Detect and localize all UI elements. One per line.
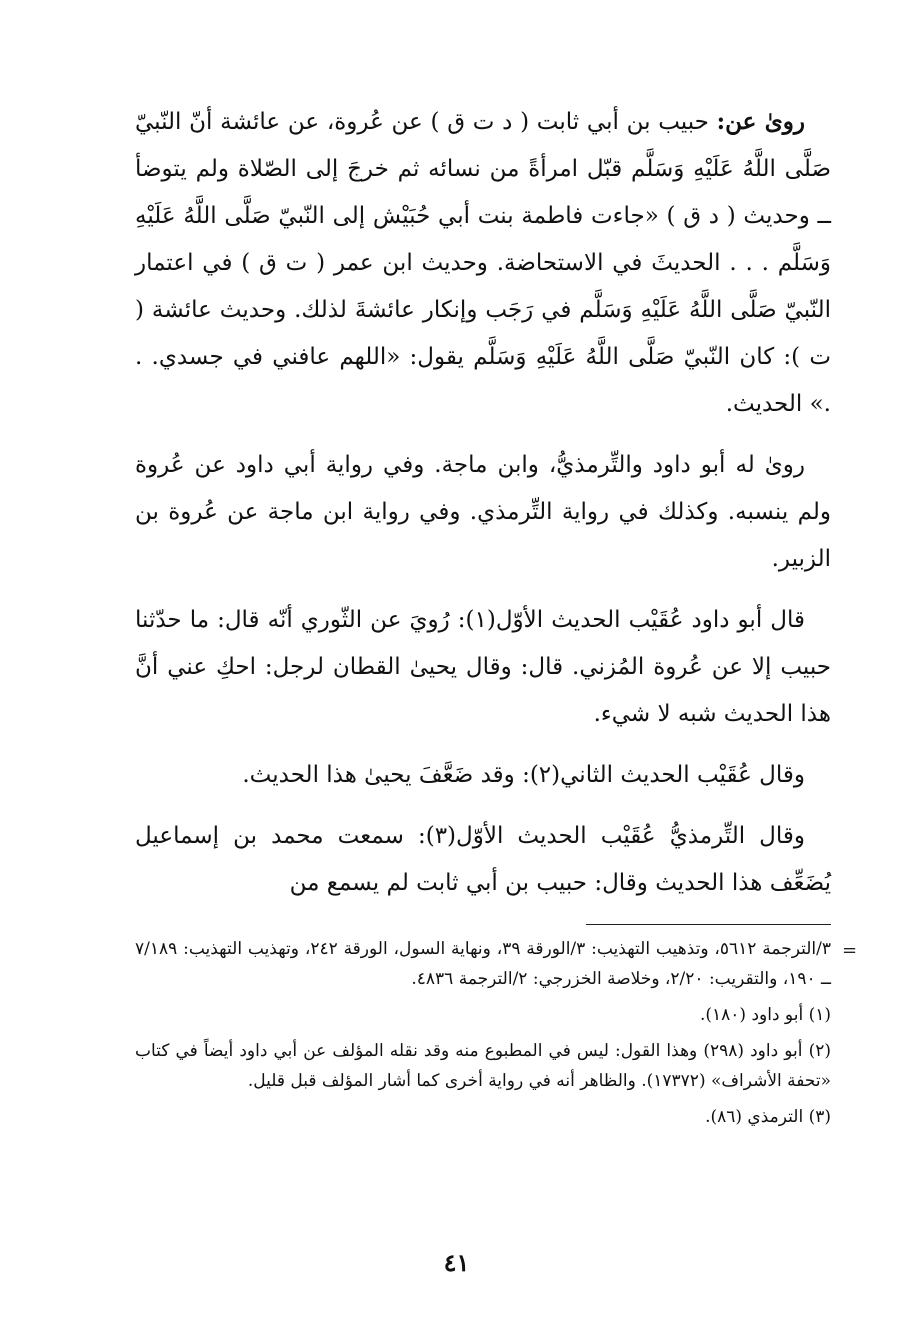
footnote-divider: [586, 924, 831, 925]
footnotes: [135, 934, 831, 1138]
paragraph-narrators: [135, 442, 831, 583]
main-text: [135, 98, 831, 921]
footnote-continued: ٣/الترجمة ٥٦١٢، وتذهيب التهذيب: ٣/الورقة ٣٩، ونهاية السول، الورقة ٢٤٢، وتهذيب التهذيب: ٧/١٨٩ ــ ١٩٠، والتقريب: ٢/٢٠، وخلاصة الخزرجي: ٢/الترجمة ٤٨٣٦.: [135, 939, 831, 989]
paragraph-text: حبيب بن أبي ثابت ( د ت ق ) عن عُروة، عن عائشة أنّ النّبيّ صَلَّى اللَّهُ عَلَيْهِ وَسَلَّم قبّل امرأةً من نسائه ثم خرجَ إلى الصّلاة ولم يتوضأ ــ وحديث ( د ق ) «جاءت فاطمة بنت أبي حُبَيْش إلى النّبيّ صَلَّى اللَّهُ عَلَيْهِ وَسَلَّم . . . الحديثَ في الاستحاضة. وحديث ابن عمر ( ت ق ) في اعتمار النّبيّ صَلَّى اللَّهُ عَلَيْهِ وَسَلَّم في رَجَب وإنكار عائشةَ لذلك. وحديث عائشة ( ت ): كان النّبيّ صَلَّى اللَّهُ عَلَيْهِ وَسَلَّم يقول: «اللهم عافني في جسدي. . .» الحديث.: [135, 109, 831, 417]
paragraph-lead: روىٰ عن:: [716, 108, 805, 135]
footnote-1: (١) أبو داود (١٨٠).: [699, 1005, 831, 1025]
footnote-2: (٢) أبو داود (٢٩٨) وهذا القول: ليس في المطبوع منه وقد نقله المؤلف عن أبي داود أيضاً في كتاب «تحفة الأشراف» (١٧٣٧٢). والظاهر أنه في رواية أخرى كما أشار المؤلف قبل قليل.: [135, 1041, 831, 1091]
paragraph-text: وقال التِّرمذيُّ عُقَيْب الحديث الأوّل(٣): سمعت محمد بن إسماعيل يُضَعِّف هذا الحديث وقال: حبيب بن أبي ثابت لم يسمع من: [135, 823, 831, 896]
paragraph-narrated-from: [135, 98, 831, 428]
footnote-continuation-mark: =: [842, 940, 858, 961]
paragraph-tirmidhi: [135, 813, 831, 907]
page-number: ٤١: [443, 1248, 470, 1277]
paragraph-text: وقال عُقَيْب الحديث الثاني(٢): وقد ضَعَّفَ يحيىٰ هذا الحديث.: [242, 762, 805, 788]
paragraph-text: روىٰ له أبو داود والتِّرمذيُّ، وابن ماجة. وفي رواية أبي داود عن عُروة ولم ينسبه. وكذلك في رواية التِّرمذي. وفي رواية ابن ماجة عن عُروة بن الزبير.: [135, 452, 831, 572]
paragraph-text: قال أبو داود عُقَيْب الحديث الأوّل(١): رُويَ عن الثّوري أنّه قال: ما حدّثنا حبيب إلا عن عُروة المُزني. قال: وقال يحيىٰ القطان لرجل: احكِ عني أنَّ هذا الحديث شبه لا شيء.: [135, 607, 831, 727]
footnote-3: (٣) الترمذي (٨٦).: [705, 1107, 831, 1127]
paragraph-abu-dawud-second: [135, 752, 831, 799]
paragraph-abu-dawud-first: [135, 597, 831, 738]
